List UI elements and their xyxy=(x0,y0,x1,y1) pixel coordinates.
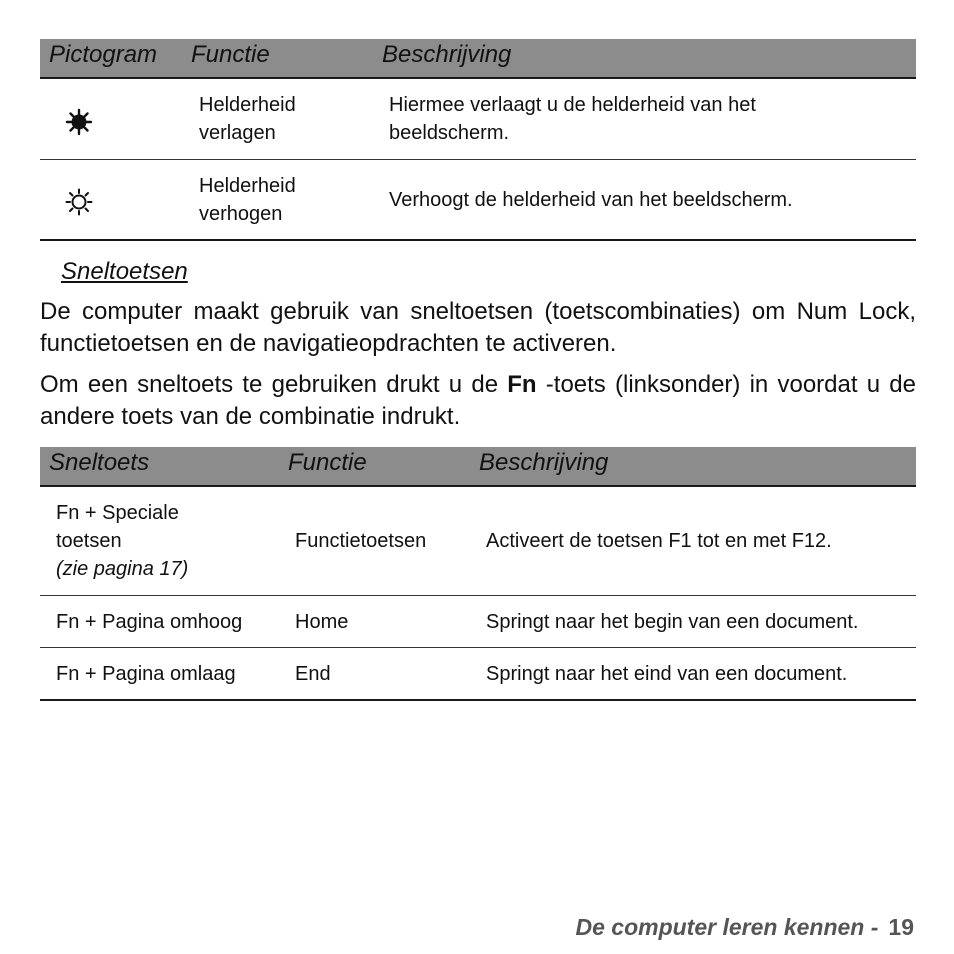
header-beschrijving: Beschrijving xyxy=(382,41,512,68)
description-line: beeldscherm. xyxy=(389,122,510,144)
description-line: Verhoogt de helderheid van het beeldscherm. xyxy=(389,188,793,211)
function-cell: End xyxy=(295,662,331,685)
key-cell: Fn + Pagina omlaag xyxy=(56,662,236,685)
table-header xyxy=(40,39,916,79)
table-row xyxy=(40,487,916,596)
header-pictogram: Pictogram xyxy=(49,41,158,68)
header-functie: Functie xyxy=(191,41,270,68)
description-cell xyxy=(389,160,909,239)
intro-paragraph: De computer maakt gebruik van sneltoetsen (toetscombinaties) om Num Lock, functietoetsen en de navigatieopdrachten te activeren. xyxy=(40,298,916,357)
function-line: verhogen xyxy=(199,202,283,225)
page-number: 19 xyxy=(888,914,914,940)
function-line: verlagen xyxy=(199,122,276,144)
table-row xyxy=(40,79,916,160)
header-beschrijving: Beschrijving xyxy=(479,449,609,476)
description-cell: Springt naar het begin van een document. xyxy=(486,610,859,633)
pictogram-table xyxy=(40,39,916,241)
table-row xyxy=(40,648,916,701)
brightness-up-icon xyxy=(65,188,93,221)
page-footer xyxy=(575,914,914,941)
function-cell: Home xyxy=(295,610,349,633)
header-functie: Functie xyxy=(288,449,367,476)
table-row xyxy=(40,596,916,648)
description-cell xyxy=(389,79,909,159)
function-cell xyxy=(199,79,379,159)
footer-title: De computer leren kennen - xyxy=(575,914,879,940)
function-line: Helderheid xyxy=(199,174,296,197)
description-cell: Activeert de toetsen F1 tot en met F12. xyxy=(486,530,832,552)
usage-paragraph xyxy=(40,369,916,433)
hotkey-table xyxy=(40,447,916,701)
table-row xyxy=(40,160,916,241)
section-heading: Sneltoetsen xyxy=(61,258,188,285)
header-sneltoets: Sneltoets xyxy=(49,449,150,476)
key-line: toetsen xyxy=(56,530,122,552)
table-header xyxy=(40,447,916,487)
key-line: Fn + Speciale xyxy=(56,502,179,524)
function-cell: Functietoetsen xyxy=(295,530,427,552)
function-line: Helderheid xyxy=(199,94,296,116)
page-reference: (zie pagina 17) xyxy=(56,558,189,580)
key-cell: Fn + Pagina omhoog xyxy=(56,610,243,633)
brightness-down-icon xyxy=(65,108,93,141)
key-cell xyxy=(56,487,286,595)
paragraph-text: -toets (linksonder) in voordat u de andere toets van de combinatie indrukt. xyxy=(40,371,916,430)
fn-key-label: Fn xyxy=(507,371,537,398)
function-cell xyxy=(199,160,379,239)
paragraph-text: Om een sneltoets te gebruiken drukt u de xyxy=(40,371,508,398)
description-cell: Springt naar het eind van een document. xyxy=(486,662,848,685)
description-line: Hiermee verlaagt u de helderheid van het xyxy=(389,94,756,116)
